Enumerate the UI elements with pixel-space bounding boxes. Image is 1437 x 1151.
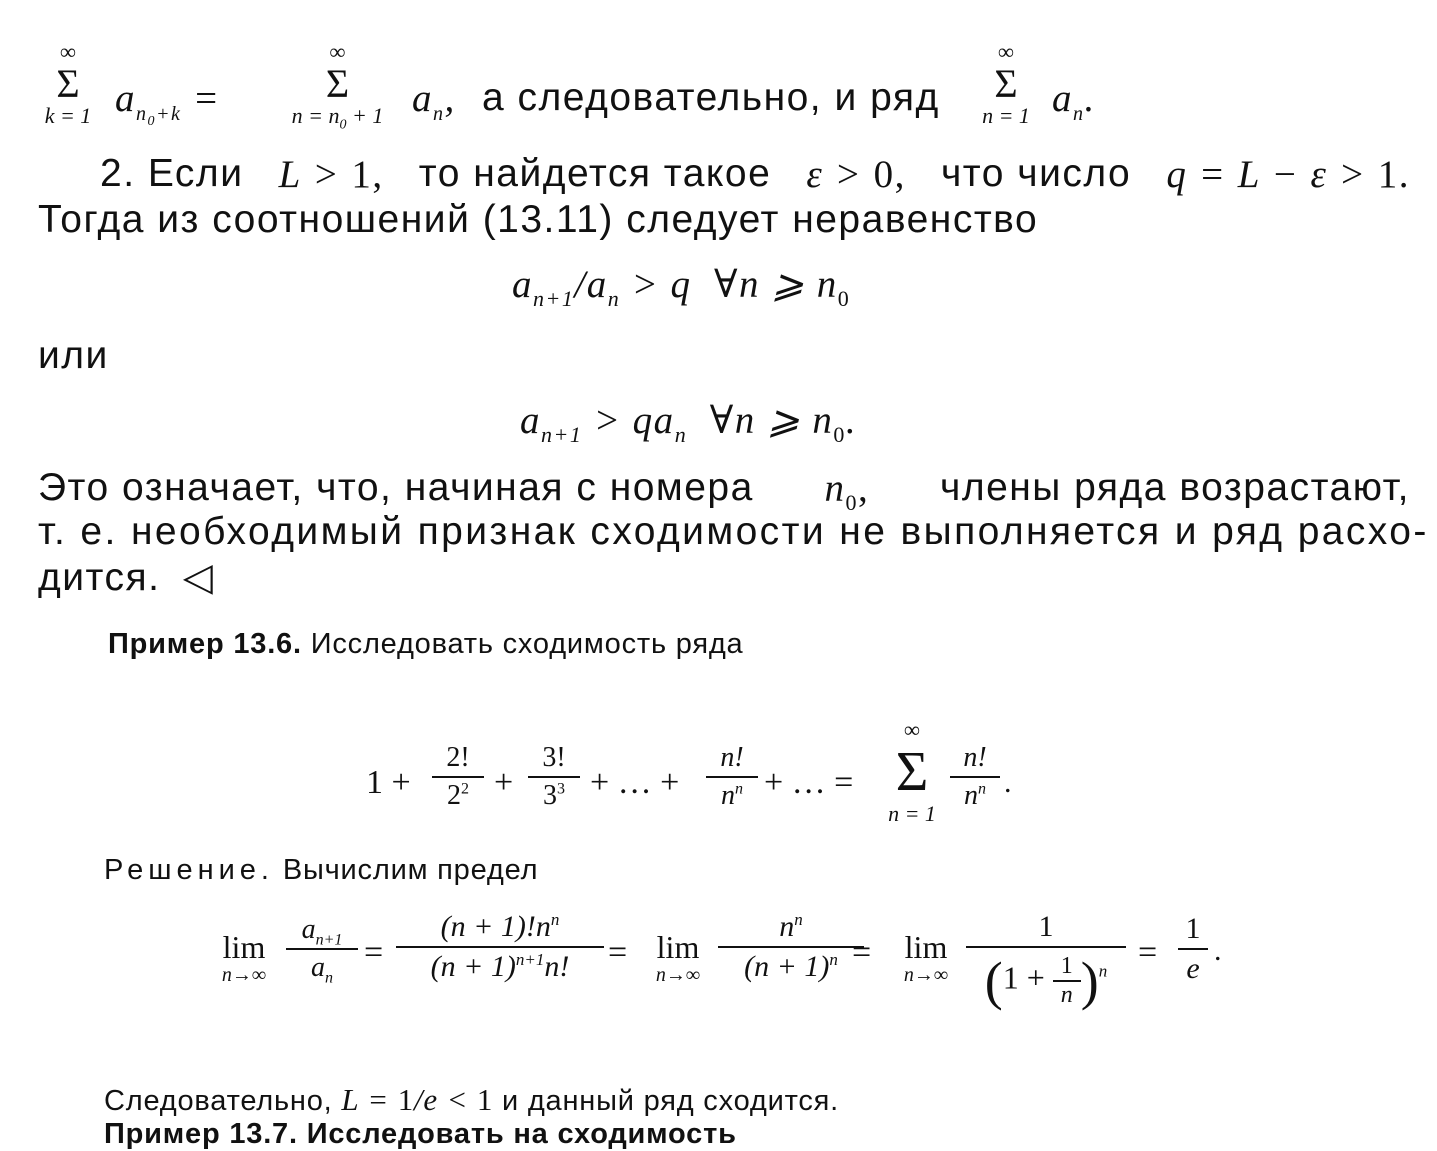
display-formula-ratio: $a_{n+1}/a_n > q$ ∀n ⩾ $n_0$ xyxy=(512,263,851,311)
sum-term-a-n0-k: $a_{n_0+k}$ = xyxy=(115,77,221,129)
fraction-2-fact: 2! $2^2$ xyxy=(432,742,484,812)
fraction-factorial-ratio: $(n + 1)!n^n$ $(n + 1)^{n+1}n$! xyxy=(396,910,604,984)
lim-operator-3: lim n→∞ xyxy=(903,929,949,986)
sum-n-n0-operator: ∞ Σ $n = n_0 + 1$ xyxy=(291,39,384,133)
conclusion-part-b: и данный ряд сходится. xyxy=(501,1085,840,1117)
para1-part-b: члены ряда возрастают, xyxy=(940,466,1410,509)
display-formula-inequality: $a_{n+1} > qa_n$ ∀n ⩾ $n_0$. xyxy=(520,399,858,447)
fraction-n-fact-sum: n! $n^n$ xyxy=(950,742,1000,812)
fraction-one-over-power: 1 (1 + $\frac{1}{n}$ )$^n$ xyxy=(966,910,1126,1012)
formula-n0: $n_0$, xyxy=(824,467,870,515)
series-period: . xyxy=(1004,766,1012,799)
para1-part-a: Это означает, что, начиная с номера xyxy=(38,466,754,509)
formula-q-def: q = L − ε > 1. xyxy=(1166,153,1410,196)
series-sum-operator: ∞ Σ n = 1 xyxy=(888,717,936,826)
equals-4: = xyxy=(1138,934,1158,971)
line-2 xyxy=(100,152,1410,197)
series-plus-2: + xyxy=(494,764,514,801)
line2-part-a: 2. Если xyxy=(100,152,244,195)
line2-part-c: что число xyxy=(940,152,1132,195)
line-3: Тогда из соотношений (13.11) следует неравенство xyxy=(38,198,1039,241)
example-text: Исследовать сходимость ряда xyxy=(310,628,744,660)
conclusion-part-a: Следовательно, xyxy=(104,1085,333,1117)
fraction-ratio-a: $a_{n+1}$ $a_n$ xyxy=(286,914,358,984)
formula-L-value: L = 1/e < 1 xyxy=(341,1082,494,1117)
lim-operator-1: lim n→∞ xyxy=(221,929,267,986)
paragraph-line-3 xyxy=(38,555,214,600)
fraction-n-fact: n! $n^n$ xyxy=(706,742,758,812)
solution-text: Вычислим предел xyxy=(282,854,539,886)
lim-operator-2: lim n→∞ xyxy=(655,929,701,986)
series-dots-1: + … + xyxy=(590,764,680,801)
equals-2: = xyxy=(608,934,628,971)
example-label: Пример 13.6. xyxy=(108,628,302,660)
equals-1: = xyxy=(364,934,384,971)
sum-term-a-n-final: $a_n$. xyxy=(1052,77,1096,125)
formula-L-gt-1: L > 1, xyxy=(278,153,384,196)
formula-eps-gt-0: ε > 0, xyxy=(806,153,906,196)
word-or: или xyxy=(38,334,109,377)
fraction-power-ratio: $n^n$ $(n + 1)^n$ xyxy=(718,910,864,984)
equals-3: = xyxy=(852,934,872,971)
sum-term-a-n: $a_n$, xyxy=(412,77,456,125)
next-example-fragment: Пример 13.7. Исследовать на сходимость xyxy=(104,1118,737,1150)
paragraph-line-2: т. е. необходимый признак сходимости не выполняется и ряд расхо- xyxy=(38,510,1429,553)
fraction-one-over-e: 1 e xyxy=(1178,912,1208,986)
example-heading xyxy=(108,628,744,661)
series-dots-2: + … = xyxy=(764,764,854,801)
paragraph-line-1 xyxy=(38,466,1410,515)
conclusion-line xyxy=(104,1082,839,1118)
para3-text: дится. xyxy=(38,556,161,599)
solution-heading xyxy=(104,854,538,887)
limit-period: . xyxy=(1214,934,1222,967)
sum-k-operator: ∞ Σ k = 1 xyxy=(44,39,92,128)
solution-label: Решение. xyxy=(104,854,274,886)
line2-part-b: то найдется такое xyxy=(418,152,772,195)
sum-n-1-operator: ∞ Σ n = 1 xyxy=(982,39,1030,128)
end-of-proof-icon: ◁ xyxy=(182,556,215,599)
fraction-3-fact: 3! $3^3$ xyxy=(528,742,580,812)
series-one-plus: 1 + xyxy=(366,764,411,801)
line1-text: а следовательно, и ряд xyxy=(482,76,940,119)
